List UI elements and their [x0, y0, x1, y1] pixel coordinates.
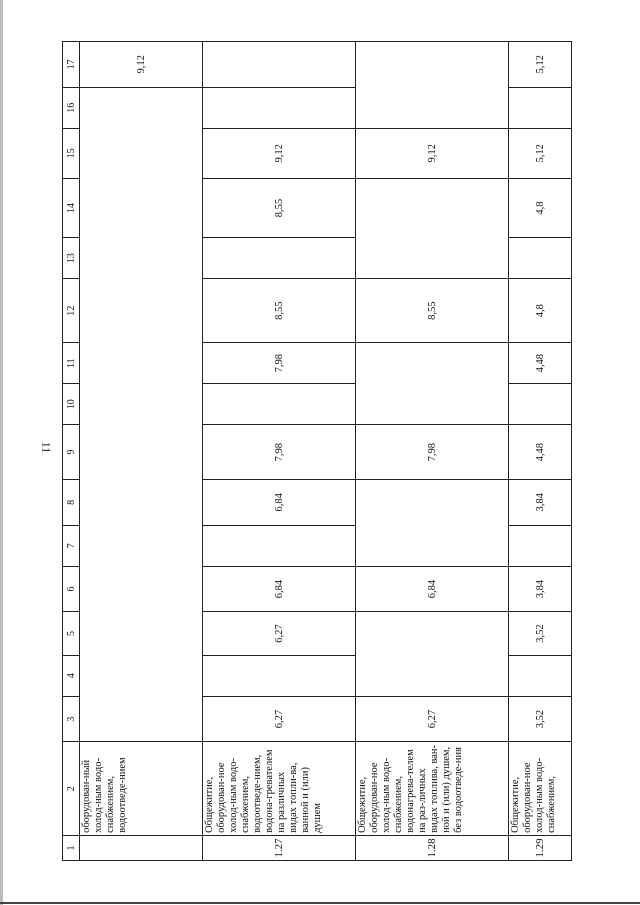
table-cell: 6,84: [203, 480, 356, 526]
table-cell: 7,98: [356, 425, 509, 480]
table-cell: 5,12: [509, 42, 572, 88]
table-row: [203, 42, 356, 861]
header-cell: 3: [63, 696, 80, 742]
header-row: [63, 42, 80, 861]
header-cell: 1: [63, 835, 80, 860]
header-cell: 11: [63, 343, 80, 384]
table-cell: [356, 343, 509, 425]
table-cell: 6,27: [356, 696, 509, 742]
table-cell: [509, 655, 572, 696]
table-cell: [203, 525, 356, 566]
table-cell: [509, 87, 572, 128]
row-number: [80, 835, 203, 860]
table-cell: 4,48: [509, 343, 572, 384]
table-cell: [356, 178, 509, 278]
table-row: [356, 42, 509, 861]
table-row: [80, 42, 203, 861]
header-cell: 13: [63, 238, 80, 279]
tariff-table: [62, 41, 572, 861]
table-cell: 8,55: [203, 279, 356, 343]
table-cell: [203, 238, 356, 279]
header-cell: 2: [63, 742, 80, 836]
header-cell: 15: [63, 128, 80, 178]
table-cell: 8,55: [203, 178, 356, 237]
header-cell: 16: [63, 87, 80, 128]
table-cell: 3,84: [509, 480, 572, 526]
table-cell: 3,52: [509, 696, 572, 742]
table-cell: 6,27: [203, 696, 356, 742]
scan-edge: [0, 0, 3, 905]
header-cell: 10: [63, 384, 80, 425]
row-description: Общежитие, оборудован-ное холод-ным водо-снабжением,: [509, 742, 572, 836]
table-cell: 5,12: [509, 128, 572, 178]
table-cell: 9,12: [203, 128, 356, 178]
table-cell: [203, 384, 356, 425]
table-cell: [203, 42, 356, 88]
table-cell: [203, 655, 356, 696]
row-description: оборудован-ный холод-ным водо-снабжением, водоотведе-нием: [80, 742, 203, 836]
table-cell: 6,84: [203, 566, 356, 612]
table-cell: [509, 384, 572, 425]
table-cell: [356, 42, 509, 129]
table-cell: 4,8: [509, 279, 572, 343]
table-cell: [356, 480, 509, 567]
table-cell: 6,27: [203, 612, 356, 655]
page-number: 11: [39, 441, 54, 454]
row-number: 1.29: [509, 835, 572, 860]
table-cell: [80, 87, 203, 742]
header-cell: 12: [63, 279, 80, 343]
header-cell: 17: [63, 42, 80, 88]
table-cell: 4,48: [509, 425, 572, 480]
header-cell: 4: [63, 655, 80, 696]
table-cell: [356, 612, 509, 696]
tariff-table-container: [62, 41, 572, 861]
table-cell: 7,98: [203, 343, 356, 384]
table-cell: [203, 87, 356, 128]
header-cell: 6: [63, 566, 80, 612]
table-cell: 6,84: [356, 566, 509, 612]
row-number: 1.28: [356, 835, 509, 860]
table-cell: 9,12: [80, 42, 203, 88]
table-cell: 4,8: [509, 178, 572, 237]
row-number: 1.27: [203, 835, 356, 860]
header-cell: 14: [63, 178, 80, 237]
header-cell: 9: [63, 425, 80, 480]
table-cell: 9,12: [356, 128, 509, 178]
table-cell: 7,98: [203, 425, 356, 480]
table-cell: 3,52: [509, 612, 572, 655]
row-description: Общежитие, оборудован-ное холод-ным водо-снабжением, водонагрева-телем на раз-личных видах топлива, ван-ной и (или) душем, без водоотведе-ния: [356, 742, 509, 836]
table-cell: 8,55: [356, 279, 509, 343]
header-cell: 5: [63, 612, 80, 655]
table-row: [509, 42, 572, 861]
bottom-rule: [0, 902, 640, 904]
header-cell: 7: [63, 525, 80, 566]
table-cell: [509, 525, 572, 566]
header-cell: 8: [63, 480, 80, 526]
table-cell: [509, 238, 572, 279]
table-cell: 3,84: [509, 566, 572, 612]
row-description: Общежитие, оборудован-ное холод-ным водо-снабжением, водоотведе-нием, водона-гревателем на различных видах топли-ва, ванной и (или) душем: [203, 742, 356, 836]
